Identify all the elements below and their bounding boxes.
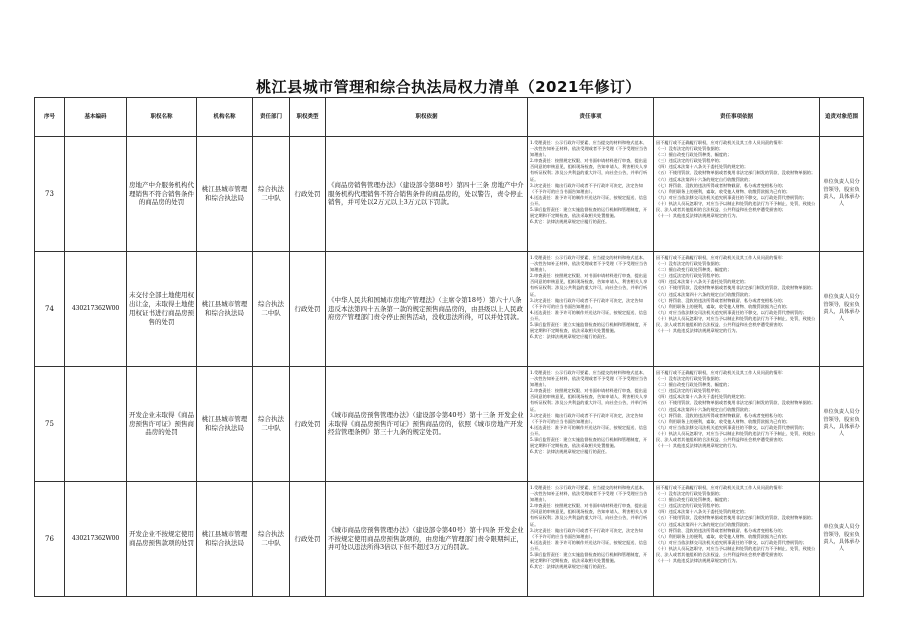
resp-basis-item: （六）违反本法第四十六条的规定自行收缴罚款的； — [656, 176, 753, 182]
header-resp: 责任事项 — [528, 98, 654, 137]
row-org: 桃江县城市管理和综合执法局 — [197, 252, 253, 367]
resp-basis-item: （五）不使用罚款、没收财物单据或者使用非法定部门制发的罚款、没收财物单据的； — [656, 515, 816, 521]
page-title: 桃江县城市管理和综合执法局权力清单（2021年修订） — [256, 78, 641, 96]
row-power-name: 房地产中介服务机构代理销售不符合销售条件的商品房的处罚 — [127, 137, 197, 252]
resp-basis-item: （五）不使用罚款、没收财物单据或者使用非法定部门制发的罚款、没收财物单据的； — [656, 400, 816, 406]
row-code: 430217362W00 — [65, 252, 127, 367]
header-basis: 职权依据 — [326, 98, 528, 137]
row-power-name: 未交付全部土地使用权出让金，未取得土地使用权证书进行商品房预售的处罚 — [127, 252, 197, 367]
power-list-table — [34, 97, 864, 597]
resp-basis-item: （六）违反本法第四十六条的规定自行收缴罚款的； — [656, 291, 753, 297]
resp-item: 1.受理责任：公示行政许可要素、应当提交的材料和格式范本、一次性告知补正材料，依法受理或者不予受理（不予受理应当告知理由）。 — [530, 140, 648, 158]
resp-item: 4.送达责任：准予许可的制作并送达许可证，按规定报送、信息公开。 — [530, 309, 648, 321]
row-resp-items — [528, 367, 654, 482]
row-resp-items — [528, 252, 654, 367]
resp-basis-item: （十）执法人员玩忽职守，对应当予以制止和处罚的违法行为不予制止、处罚，致使公民、法人或者其他组织的合法权益、公共利益和社会秩序遭受损害的； — [656, 545, 816, 558]
resp-basis-item: （三）违反法定的行政处罚程序的； — [656, 273, 724, 279]
resp-basis-item: （八）利用职务上的便利，索取、收受他人财物、收缴罚款据为己有的； — [656, 188, 791, 194]
resp-item: 5.事后监管责任：建立实施监督检查的运行机制和管理制度，开展定期和不定期检查，依法采取相关处置措施。 — [530, 207, 648, 219]
row-resp-basis — [654, 137, 820, 252]
row-seq: 76 — [35, 482, 65, 597]
resp-basis-item: （八）利用职务上的便利，索取、收受他人财物、收缴罚款据为己有的； — [656, 303, 791, 309]
row-org: 桃江县城市管理和综合执法局 — [197, 482, 253, 597]
header-org: 机构名称 — [197, 98, 253, 137]
resp-item: 2.审查责任：按照规定权限、对书面申请材料进行审查，提出是否同意的审核意见，组织现场检查，告知申请人、利害相关人享有听证权利；涉及公共利益的重大许可，向社会公告，并举行听证。 — [530, 503, 648, 527]
row-basis: 《城市商品房预售管理办法》（建设部令第40号）第十三条 开发企业未取得《商品房预售许可证》预售商品房的，依照《城市房地产开发经营管理条例》第三十九条的规定处罚。 — [326, 367, 528, 482]
resp-basis-item: （六）违反本法第四十六条的规定自行收缴罚款的； — [656, 521, 753, 527]
resp-item: 1.受理责任：公示行政许可要素、应当提交的材料和格式范本、一次性告知补正材料，依法受理或者不予受理（不予受理应当告知理由）。 — [530, 255, 648, 273]
table-row — [35, 252, 864, 367]
resp-item: 2.审查责任：按照规定权限、对书面申请材料进行审查，提出是否同意的审核意见，组织现场检查，告知申请人、利害相关人享有听证权利；涉及公共利益的重大许可，向社会公告，并举行听证。 — [530, 158, 648, 182]
resp-item: 1.受理责任：公示行政许可要素、应当提交的材料和格式范本、一次性告知补正材料，依法受理或者不予受理（不予受理应当告知理由）。 — [530, 370, 648, 388]
row-type: 行政处罚 — [290, 367, 326, 482]
row-seq: 74 — [35, 252, 65, 367]
resp-basis-item: （九）对应当依法移交司法机关追究刑事责任的不移交，以行政处罚代替刑罚的； — [656, 539, 807, 545]
resp-basis-item: （二）擅自改变行政处罚种类、幅度的； — [656, 152, 732, 158]
table-row — [35, 137, 864, 252]
resp-basis-item: （九）对应当依法移交司法机关追究刑事责任的不移交，以行政处罚代替刑罚的； — [656, 424, 807, 430]
resp-basis-item: （二）擅自改变行政处罚种类、幅度的； — [656, 267, 732, 273]
resp-basis-item: （七）将罚款、没收的违法所得或者财物截留、私分或者变相私分的； — [656, 412, 786, 418]
row-type: 行政处罚 — [290, 252, 326, 367]
resp-basis-item: （七）将罚款、没收的违法所得或者财物截留、私分或者变相私分的； — [656, 297, 786, 303]
table-row — [35, 367, 864, 482]
resp-basis-item: （十一）其他违反法律法规规章规定的行为。 — [656, 558, 740, 564]
table-row — [35, 482, 864, 597]
resp-item: 3.决定责任：做出行政许可或者不予行政许可决定，法定告知（不予许可的应当书面告知理由）。 — [530, 182, 643, 194]
resp-basis-item: （七）将罚款、没收的违法所得或者财物截留、私分或者变相私分的； — [656, 527, 786, 533]
row-accountability-scope: 单位负责人员分管领导，股室负责人，具体承办人 — [820, 137, 864, 252]
resp-basis-item: 因不履行或不正确履行职权，应对行政机关及其工作人员问责的情形： — [656, 370, 786, 375]
resp-basis-item: （三）违反法定的行政处罚程序的； — [656, 158, 724, 164]
resp-item: 4.送达责任：准予许可的制作并送达许可证，按规定报送、信息公开。 — [530, 539, 648, 551]
resp-item: 6.其它：法律法规规章规定应履行的责任。 — [530, 449, 610, 455]
row-dept: 综合执法二中队 — [253, 482, 290, 597]
resp-basis-item: （十）执法人员玩忽职守，对应当予以制止和处罚的违法行为不予制止、处罚，致使公民、法人或者其他组织的合法权益、公共利益和社会秩序遭受损害的； — [656, 200, 816, 213]
resp-basis-item: （五）不使用罚款、没收财物单据或者使用非法定部门制发的罚款、没收财物单据的； — [656, 170, 816, 176]
row-resp-basis — [654, 482, 820, 597]
header-name: 职权名称 — [127, 98, 197, 137]
row-resp-basis — [654, 252, 820, 367]
resp-basis-item: （四）违反本法第十八条关于委托处罚的规定的； — [656, 394, 749, 400]
header-resp-basis: 责任事项依据 — [654, 98, 820, 137]
resp-basis-item: （一）没有法定的行政处罚依据的； — [656, 261, 724, 267]
row-resp-basis — [654, 367, 820, 482]
row-type: 行政处罚 — [290, 482, 326, 597]
resp-basis-item: （八）利用职务上的便利，索取、收受他人财物、收缴罚款据为己有的； — [656, 418, 791, 424]
row-seq: 75 — [35, 367, 65, 482]
resp-item: 5.事后监管责任：建立实施监督检查的运行机制和管理制度，开展定期和不定期检查，依法采取相关处置措施。 — [530, 552, 648, 564]
header-dept: 责任部门 — [253, 98, 290, 137]
resp-basis-item: （六）违反本法第四十六条的规定自行收缴罚款的； — [656, 406, 753, 412]
resp-basis-item: （四）违反本法第十八条关于委托处罚的规定的； — [656, 279, 749, 285]
resp-basis-item: （四）违反本法第十八条关于委托处罚的规定的； — [656, 164, 749, 170]
resp-basis-item: 因不履行或不正确履行职权，应对行政机关及其工作人员问责的情形： — [656, 485, 786, 490]
resp-basis-item: （十）执法人员玩忽职守，对应当予以制止和处罚的违法行为不予制止、处罚，致使公民、法人或者其他组织的合法权益、公共利益和社会秩序遭受损害的； — [656, 315, 816, 328]
row-accountability-scope: 单位负责人员分管领导，股室负责人，具体承办人 — [820, 367, 864, 482]
row-dept: 综合执法二中队 — [253, 367, 290, 482]
resp-item: 4.送达责任：准予许可的制作并送达许可证，按规定报送、信息公开。 — [530, 424, 648, 436]
resp-basis-item: （二）擅自改变行政处罚种类、幅度的； — [656, 382, 732, 388]
resp-item: 3.决定责任：做出行政许可或者不予行政许可决定，法定告知（不予许可的应当书面告知理由）。 — [530, 297, 643, 309]
resp-basis-item: （五）不使用罚款、没收财物单据或者使用非法定部门制发的罚款、没收财物单据的； — [656, 285, 816, 291]
resp-item: 5.事后监管责任：建立实施监督检查的运行机制和管理制度，开展定期和不定期检查，依法采取相关处置措施。 — [530, 437, 648, 449]
header-type: 职权类型 — [290, 98, 326, 137]
row-dept: 综合执法二中队 — [253, 137, 290, 252]
resp-item: 6.其它：法律法规规章规定应履行的责任。 — [530, 564, 610, 570]
resp-basis-item: （十）执法人员玩忽职守，对应当予以制止和处罚的违法行为不予制止、处罚，致使公民、法人或者其他组织的合法权益、公共利益和社会秩序遭受损害的； — [656, 430, 816, 443]
resp-basis-item: （九）对应当依法移交司法机关追究刑事责任的不移交，以行政处罚代替刑罚的； — [656, 309, 807, 315]
resp-basis-item: （四）违反本法第十八条关于委托处罚的规定的； — [656, 509, 749, 515]
resp-basis-item: 因不履行或不正确履行职权，应对行政机关及其工作人员问责的情形： — [656, 140, 786, 145]
row-resp-items — [528, 482, 654, 597]
resp-basis-item: （一）没有法定的行政处罚依据的； — [656, 376, 724, 382]
row-code — [65, 137, 127, 252]
row-basis: 《中华人民共和国城市房地产管理法》（主席令第18号）第六十八条 违反本法第四十五条第一款的规定预售商品房的，由县级以上人民政府房产管理部门责令停止预售活动，没收违法所得，可以并处罚款。 — [326, 252, 528, 367]
resp-item: 6.其它：法律法规规章规定应履行的责任。 — [530, 334, 610, 340]
header-seq: 序号 — [35, 98, 65, 137]
resp-item: 2.审查责任：按照规定权限、对书面申请材料进行审查，提出是否同意的审核意见，组织现场检查，告知申请人、利害相关人享有听证权利；涉及公共利益的重大许可，向社会公告，并举行听证。 — [530, 388, 648, 412]
resp-basis-item: 因不履行或不正确履行职权，应对行政机关及其工作人员问责的情形： — [656, 255, 786, 260]
resp-basis-item: （一）没有法定的行政处罚依据的； — [656, 146, 724, 152]
row-power-name: 开发企业未取得《商品房预售许可证》预售商品房的处罚 — [127, 367, 197, 482]
row-basis: 《城市商品房预售管理办法》（建设部令第40号）第十四条 开发企业不按规定使用商品房预售款项的，由房地产管理部门责令限期纠正，并可处以违法所得3倍以下但不超过3万元的罚款。 — [326, 482, 528, 597]
resp-basis-item: （七）将罚款、没收的违法所得或者财物截留、私分或者变相私分的； — [656, 182, 786, 188]
row-seq: 73 — [35, 137, 65, 252]
row-org: 桃江县城市管理和综合执法局 — [197, 137, 253, 252]
header-code: 基本编码 — [65, 98, 127, 137]
row-accountability-scope: 单位负责人员分管领导，股室负责人，具体承办人 — [820, 482, 864, 597]
row-resp-items — [528, 137, 654, 252]
resp-basis-item: （十一）其他违反法律法规规章规定的行为。 — [656, 328, 740, 334]
resp-item: 2.审查责任：按照规定权限、对书面申请材料进行审查，提出是否同意的审核意见，组织现场检查，告知申请人、利害相关人享有听证权利；涉及公共利益的重大许可，向社会公告，并举行听证。 — [530, 273, 648, 297]
row-code: 430217362W00 — [65, 482, 127, 597]
row-code — [65, 367, 127, 482]
resp-item: 4.送达责任：准予许可的制作并送达许可证，按规定报送、信息公开。 — [530, 194, 648, 206]
header-obj: 追责对象范围 — [820, 98, 864, 137]
row-power-name: 开发企业不按规定使用商品房预售款项的处罚 — [127, 482, 197, 597]
row-org: 桃江县城市管理和综合执法局 — [197, 367, 253, 482]
resp-basis-item: （十一）其他违反法律法规规章规定的行为。 — [656, 213, 740, 219]
resp-item: 6.其它：法律法规规章规定应履行的责任。 — [530, 219, 610, 225]
resp-basis-item: （三）违反法定的行政处罚程序的； — [656, 503, 724, 509]
resp-item: 3.决定责任：做出行政许可或者不予行政许可决定，法定告知（不予许可的应当书面告知理由）。 — [530, 527, 643, 539]
row-type: 行政处罚 — [290, 137, 326, 252]
resp-basis-item: （九）对应当依法移交司法机关追究刑事责任的不移交，以行政处罚代替刑罚的； — [656, 194, 807, 200]
resp-item: 5.事后监管责任：建立实施监督检查的运行机制和管理制度，开展定期和不定期检查，依法采取相关处置措施。 — [530, 322, 648, 334]
resp-basis-item: （十一）其他违反法律法规规章规定的行为。 — [656, 443, 740, 449]
resp-basis-item: （一）没有法定的行政处罚依据的； — [656, 491, 724, 497]
row-accountability-scope: 单位负责人员分管领导，股室负责人，具体承办人 — [820, 252, 864, 367]
resp-item: 3.决定责任：做出行政许可或者不予行政许可决定，法定告知（不予许可的应当书面告知理由）。 — [530, 412, 643, 424]
row-basis: 《商品房销售管理办法》（建设部令第88号）第四十三条 房地产中介服务机构代理销售不符合销售条件的商品房的，处以警告，责令停止销售，并可处以2万元以上3万元以下罚款。 — [326, 137, 528, 252]
header-row — [35, 98, 864, 137]
row-dept: 综合执法二中队 — [253, 252, 290, 367]
resp-item: 1.受理责任：公示行政许可要素、应当提交的材料和格式范本、一次性告知补正材料，依法受理或者不予受理（不予受理应当告知理由）。 — [530, 485, 648, 503]
resp-basis-item: （八）利用职务上的便利，索取、收受他人财物、收缴罚款据为己有的； — [656, 533, 791, 539]
resp-basis-item: （二）擅自改变行政处罚种类、幅度的； — [656, 497, 732, 503]
resp-basis-item: （三）违反法定的行政处罚程序的； — [656, 388, 724, 394]
